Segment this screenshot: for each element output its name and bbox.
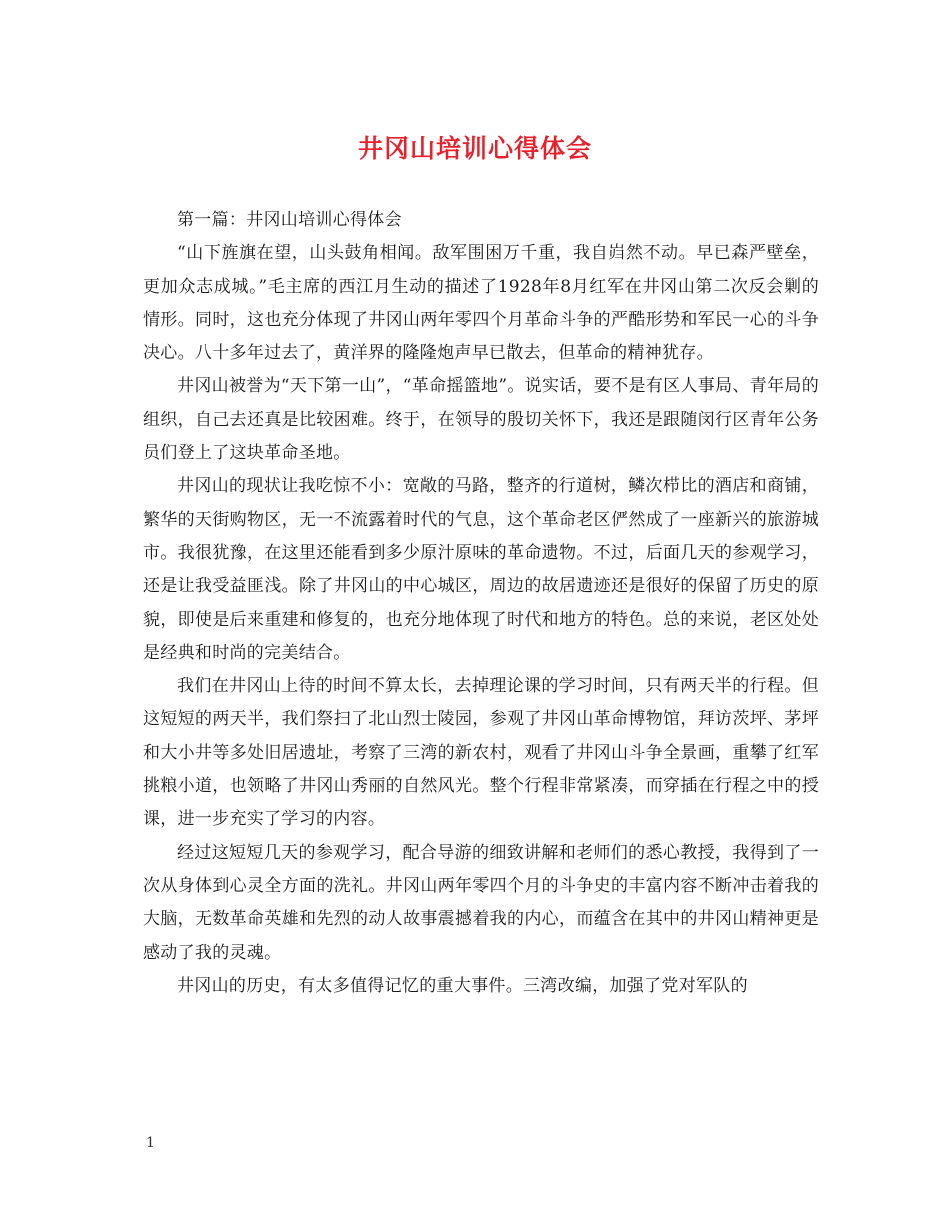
paragraph: 经过这短短几天的参观学习，配合导游的细致讲解和老师们的悉心教授，我得到了一次从身体到心灵全方面的洗礼。井冈山两年零四个月的斗争史的丰富内容不断冲击着我的大脑，无数革命英雄和先烈的动人故事震撼着我的内心，而蕴含在其中的井冈山精神更是感动了我的灵魂。	[143, 842, 819, 963]
paragraph: 井冈山的历史，有太多值得记忆的重大事件。三湾改编，加强了党对军队的	[177, 975, 748, 996]
paragraph: 井冈山的现状让我吃惊不小：宽敞的马路，整齐的行道树，鳞次栉比的酒店和商铺，繁华的天街购物区，无一不流露着时代的气息，这个革命老区俨然成了一座新兴的旅游城市。我很犹豫，在这里还能看到多少原汁原味的革命遗物。不过，后面几天的参观学习，还是让我受益匪浅。除了井冈山的中心城区，周边的故居遗迹还是很好的保留了历史的原貌，即使是后来重建和修复的，也充分地体现了时代和地方的特色。总的来说，老区处处是经典和时尚的完美结合。	[143, 476, 819, 663]
paragraph: “山下旌旗在望，山头鼓角相闻。敌军围困万千重，我自岿然不动。早已森严壁垒，更加众志成城。”毛主席的西江月生动的描述了1928年8月红军在井冈山第二次反会剿的情形。同时，这也充分体现了井冈山两年零四个月革命斗争的严酷形势和军民一心的斗争决心。八十多年过去了，黄洋界的隆隆炮声早已散去，但革命的精神犹存。	[143, 243, 819, 364]
document-body	[143, 204, 819, 1003]
paragraph: 我们在井冈山上待的时间不算太长，去掉理论课的学习时间，只有两天半的行程。但这短短的两天半，我们祭扫了北山烈士陵园，参观了井冈山革命博物馆，拜访茨坪、茅坪和大小井等多处旧居遗址，考察了三湾的新农村，观看了井冈山斗争全景画，重攀了红军挑粮小道，也领略了井冈山秀丽的自然风光。整个行程非常紧凑，而穿插在行程之中的授课，进一步充实了学习的内容。	[143, 676, 819, 830]
section-heading: 第一篇：井冈山培训心得体会	[177, 210, 402, 230]
paragraph: 井冈山被誉为“天下第一山”，“革命摇篮地”。说实话，要不是有区人事局、青年局的组织，自己去还真是比较困难。终于，在领导的殷切关怀下，我还是跟随闵行区青年公务员们登上了这块革命圣地。	[143, 376, 819, 464]
document-title: 井冈山培训心得体会	[357, 134, 592, 163]
page-number: 1	[146, 1135, 155, 1151]
